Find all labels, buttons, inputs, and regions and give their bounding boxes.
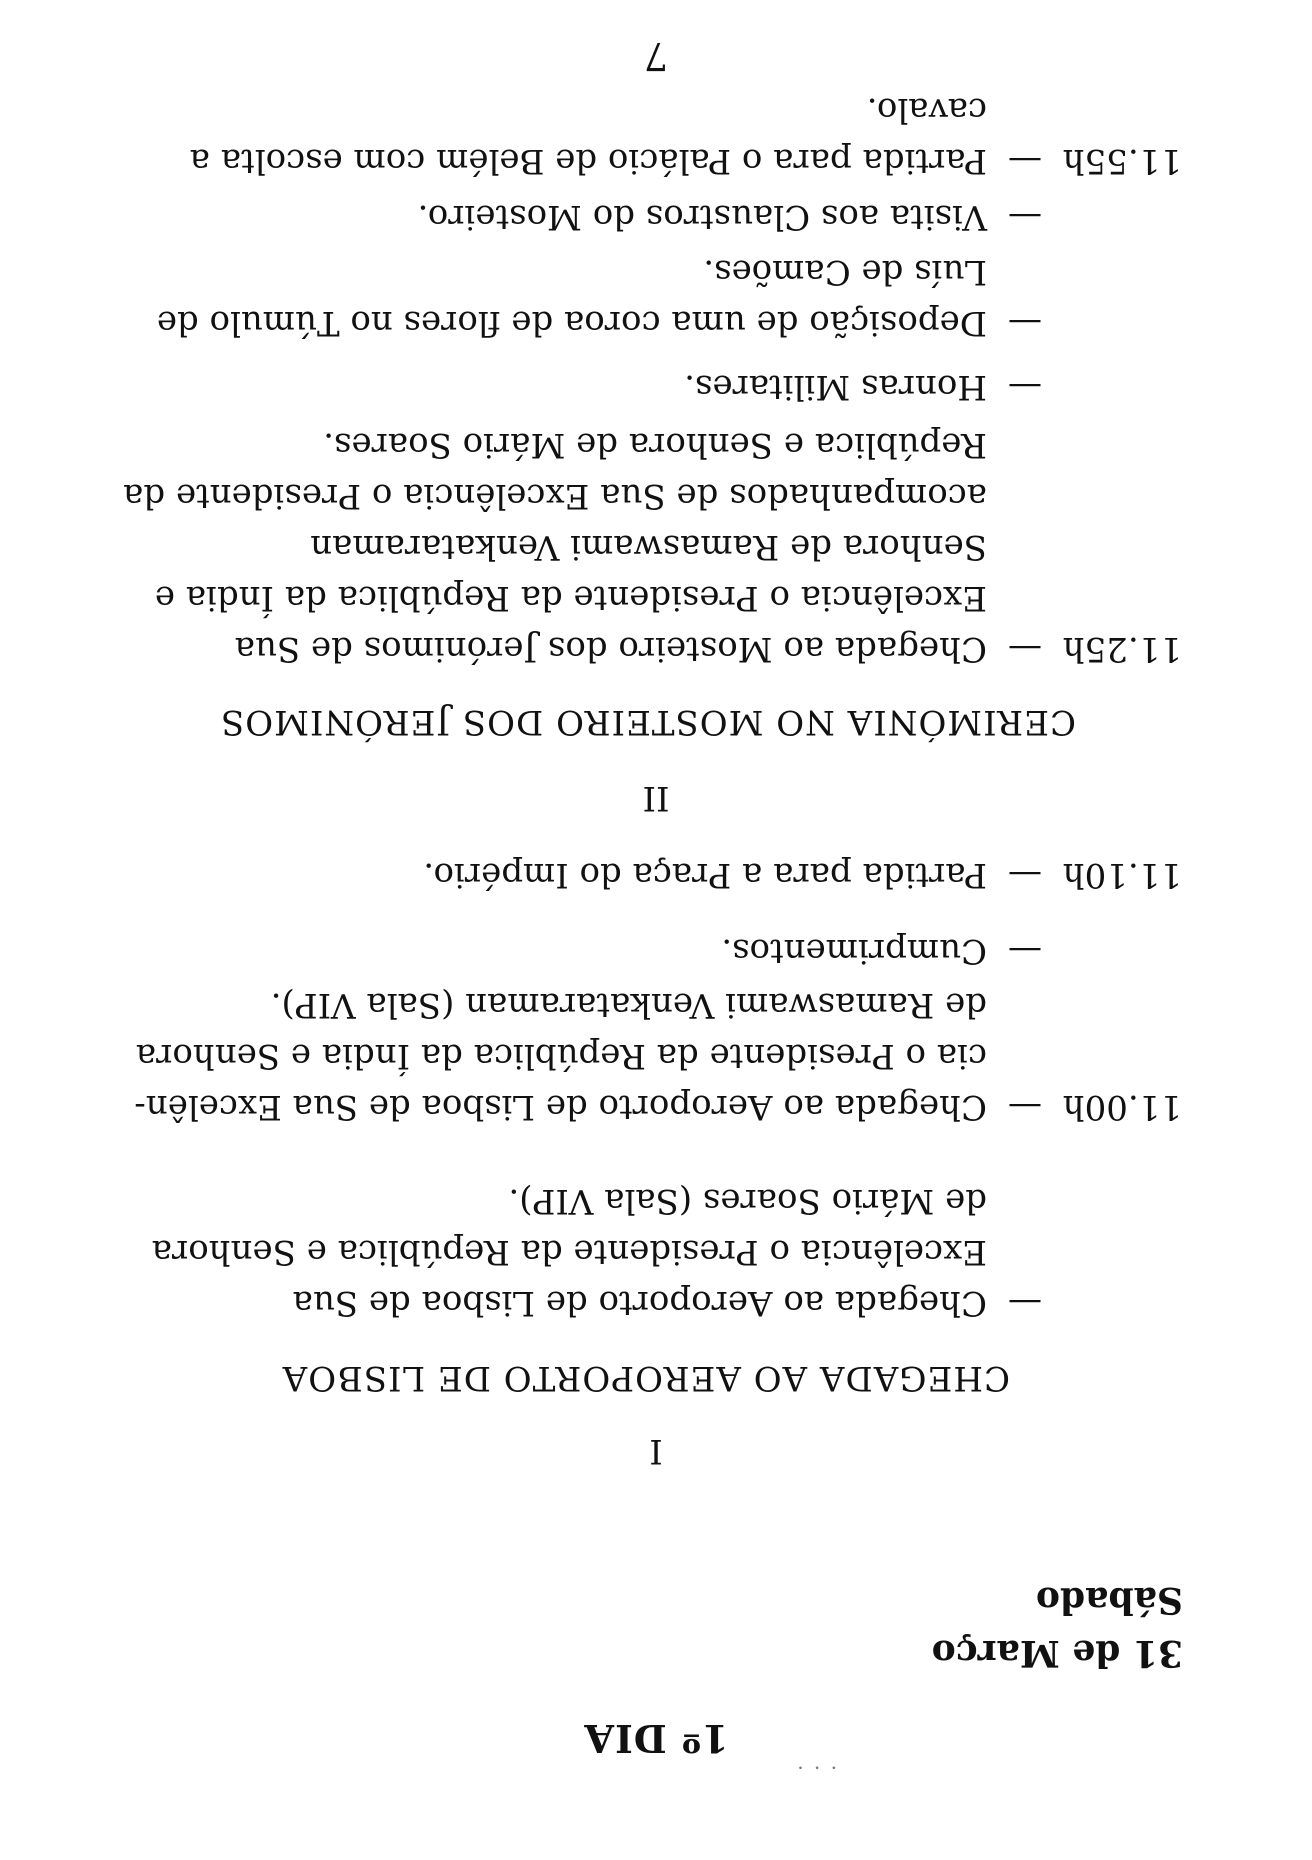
entry-text [72,419,987,674]
entry-text [72,191,987,242]
entry-time: 11.10h [1062,855,1182,895]
entry-line: acompanhados de Sua Excelência o Presidente da [123,476,987,516]
entry-text [72,979,987,1132]
section-title-2: CERIMÓNIA NO MOSTEIRO DOS JERÓNIMOS [219,702,1076,742]
entry-line: Partida para a Praça do Império. [423,855,987,895]
entry-dash: — [1008,629,1042,669]
section-numeral-2: II [642,778,670,818]
entry-dash: — [1008,367,1042,407]
entry-text [72,361,987,412]
section-numeral-1: I [649,1431,663,1471]
entry-time: 11.25h [1062,629,1182,669]
entry-line: de Mário Soares (Sala VIP). [508,1181,987,1221]
entry-line: Luís de Camões. [703,252,987,292]
entry-dash: — [1008,303,1042,343]
page-number: 7 [643,34,669,78]
entry-line: República e Senhora de Mário Soares. [323,425,987,465]
date-line: 31 de Março [931,1632,1183,1674]
entry-line: Chegada ao Aeroporto de Lisboa de Sua [292,1283,987,1323]
entry-line: Deposição de uma coroa de flores no Túmulo de [156,303,987,343]
entry-dash: — [1008,141,1042,181]
entry-line: Partida para o Palácio de Belém com escolta a [189,141,987,181]
entry-line: cavalo. [866,90,987,130]
entry-time: 11.55h [1062,141,1182,181]
entry-line: Cumprimentos. [721,931,987,971]
entry-line: Chegada ao Aeroporto de Lisboa de Sua Excelên- [134,1087,987,1127]
entry-dash: — [1008,855,1042,895]
entry-line: Chegada ao Mosteiro dos Jerónimos de Sua [234,629,987,669]
entry-text [72,84,987,186]
entry-line: de Ramaswami Venkataraman (Sala VIP). [270,985,987,1025]
entry-line: cia o Presidente da República da Índia e Senhora [135,1036,987,1076]
entry-text [72,246,987,348]
entry-dash: — [1008,197,1042,237]
entry-line: Honras Militares. [684,367,987,407]
entry-dash: — [1008,1087,1042,1127]
entry-line: Visita aos Claustros do Mosteiro. [417,197,987,237]
ink-smudge: · · · [795,1756,837,1780]
entry-dash: — [1008,1283,1042,1323]
day-heading: 1º DIA [583,1716,729,1761]
weekday-line: Sábado [1035,1579,1183,1621]
entry-dash: — [1008,931,1042,971]
entry-text [72,849,987,900]
entry-line: Excelência o Presidente da República da Índia e [154,578,987,618]
section-title-1: CHEGADA AO AEROPORTO DE LISBOA [281,1358,1010,1398]
entry-text [72,1175,987,1328]
entry-line: Excelência o Presidente da República e Senhora [151,1232,987,1272]
entry-text [72,925,987,976]
entry-line: Senhora de Ramaswami Venkataraman [310,527,987,567]
entry-time: 11.00h [1062,1087,1182,1127]
